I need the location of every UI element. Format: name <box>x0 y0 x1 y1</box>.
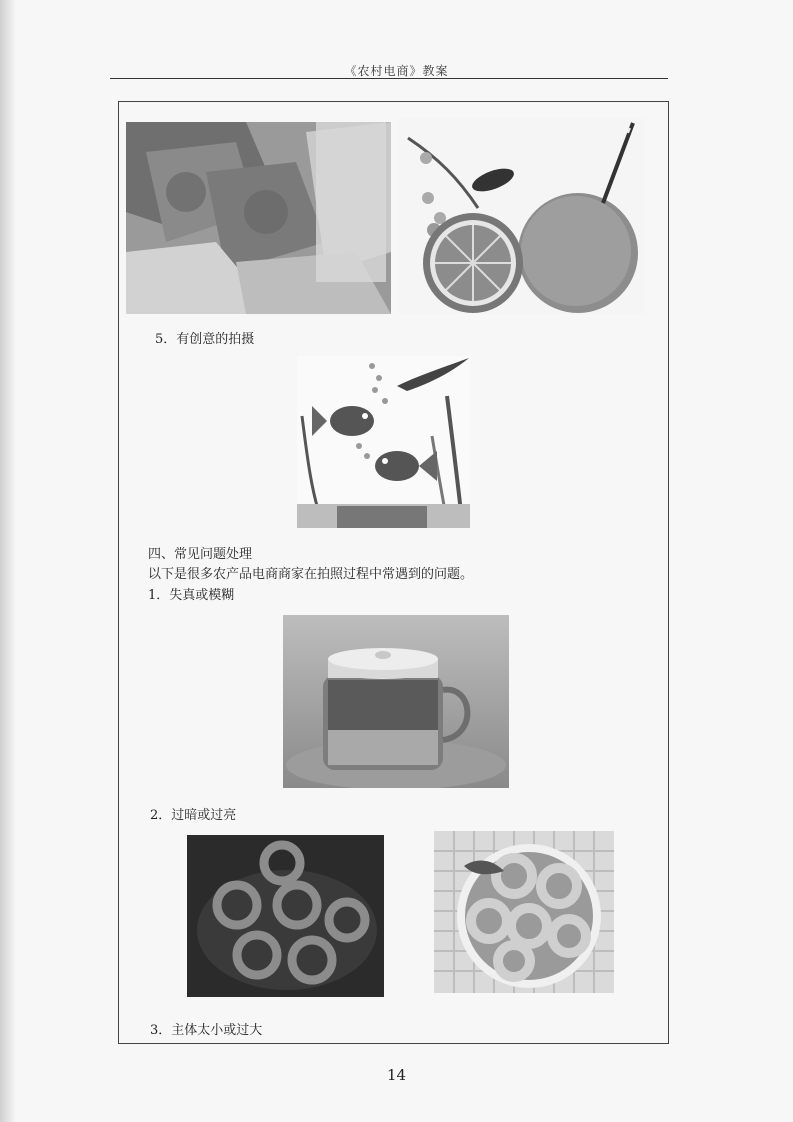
section-heading: 四、常见问题处理 <box>148 547 253 562</box>
caption-creative-shot: 5．有创意的拍摄 <box>155 332 255 347</box>
tea-cup-photo <box>283 615 509 788</box>
caption-subject-size: 3．主体太小或过大 <box>150 1023 263 1038</box>
melon-slices-photo <box>126 122 391 314</box>
page-number: 14 <box>386 1066 407 1084</box>
dark-dried-fruit-photo <box>187 835 384 997</box>
header-rule <box>110 78 668 79</box>
oranges-photo <box>398 118 644 314</box>
bright-dried-fruit-photo <box>434 831 614 993</box>
caption-distortion: 1．失真或模糊 <box>148 588 235 603</box>
section-intro: 以下是很多农产品电商商家在拍照过程中常遇到的问题。 <box>148 567 474 582</box>
scan-edge-shadow <box>0 0 16 1122</box>
creative-fish-photo <box>297 356 470 528</box>
running-header: 《农村电商》教案 <box>344 64 449 78</box>
caption-exposure: 2．过暗或过亮 <box>150 808 237 823</box>
